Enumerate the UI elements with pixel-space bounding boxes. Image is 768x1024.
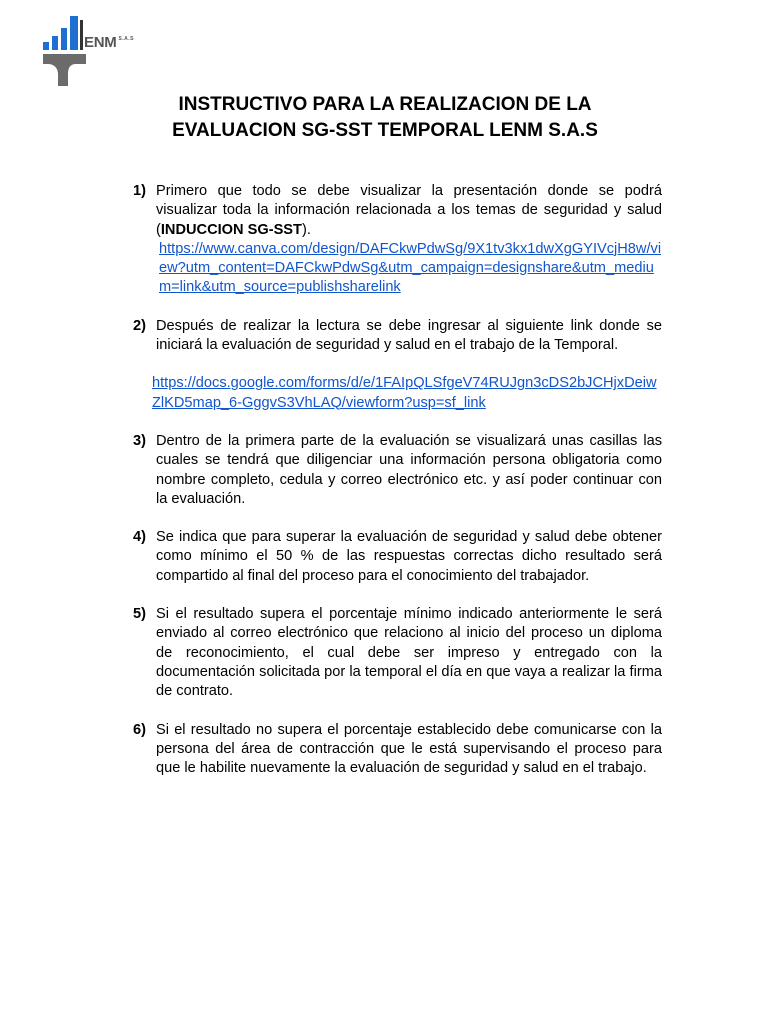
instruction-item-2 — [131, 317, 662, 413]
instruction-item-6 — [131, 721, 662, 779]
item-text: Dentro de la primera parte de la evaluación se visualizará unas casillas las cuales se tendrá que diligenciar una información persona obligatoria como nombre completo, cedula y correo electrónico etc. y así poder continuar con la evaluación. — [156, 432, 662, 507]
item-number: 1) — [133, 183, 146, 199]
instruction-item-3 — [131, 432, 662, 509]
item-bold-text: INDUCCION SG-SST — [160, 221, 302, 238]
instruction-list — [131, 182, 662, 797]
document-title — [130, 92, 640, 144]
item-text: Si el resultado no supera el porcentaje establecido debe comunicarse con la persona del área de contracción que le está supervisando el proceso para que le habilite nuevamente la evaluación de seguridad y salud en el trabajo. — [156, 721, 662, 777]
company-logo — [40, 14, 134, 88]
item-number: 2) — [133, 317, 146, 334]
item-number: 5) — [133, 606, 146, 623]
canva-presentation-link[interactable]: https://www.canva.com/design/DAFCkwPdwSg/9X1tv3kx1dwXgGYIVcjH8w/view?utm_content=DAFCkwPdwSg&utm_campaign=designshare&utm_medium=link&utm_source=publishsharelink — [159, 240, 662, 296]
item-text: Después de realizar la lectura se debe ingresar al siguiente link donde se iniciará la evaluación de seguridad y salud en el trabajo de la Temporal. — [156, 317, 662, 354]
title-line-2: EVALUACION SG-SST TEMPORAL LENM S.A.S — [172, 120, 598, 141]
item-text: Si el resultado supera el porcentaje mínimo indicado anteriormente le será enviado al correo electrónico que relaciono al inicio del proceso un diploma de reconocimiento, el cual debe ser impreso y entregado con la documentación solicitada por la temporal el día en que vaya a realizar la firma de contrato. — [156, 606, 662, 700]
logo-graphic-icon — [40, 14, 130, 88]
item-number: 3) — [133, 432, 146, 449]
instruction-item-1 — [131, 182, 662, 298]
item-text: Primero que todo se debe visualizar la presentación donde se podrá visualizar toda la información relacionada a los temas de seguridad y salud (INDUCCION SG-SST). — [156, 183, 662, 238]
item-number: 6) — [133, 721, 146, 738]
item-text: Se indica que para superar la evaluación de seguridad y salud debe obtener como mínimo el 50 % de las respuestas correctas dicho resultado será compartido al final del proceso para el conocimiento del trabajador. — [156, 529, 662, 584]
instruction-item-5 — [131, 605, 662, 701]
logo-wordmark: ENM $^{S.A.S}$ — [84, 34, 134, 51]
item-number: 4) — [133, 529, 146, 546]
google-form-link[interactable]: https://docs.google.com/forms/d/e/1FAIpQLSfgeV74RUJgn3cDS2bJCHjxDeiwZlKD5map_6-GggvS3VhLAQ/viewform?usp=sf_link — [152, 375, 657, 411]
title-line-1: INSTRUCTIVO PARA LA REALIZACION DE LA — [178, 94, 592, 115]
instruction-item-4 — [131, 528, 662, 586]
